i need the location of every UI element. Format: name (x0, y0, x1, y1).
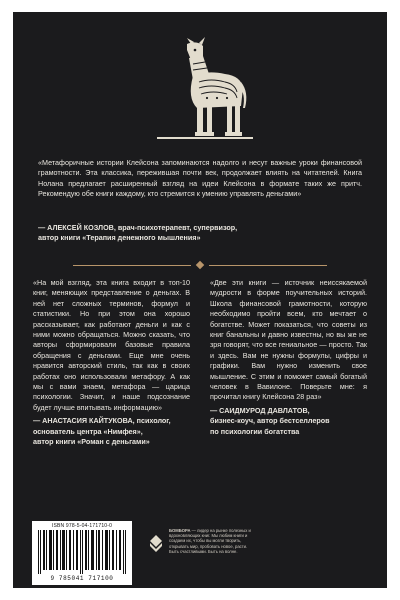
divider-left (73, 265, 191, 266)
right-quote-author-line3: по психологии богатства (210, 426, 300, 436)
top-quote-author-line1: — АЛЕКСЕЙ КОЗЛОВ, врач-психотерапевт, супервизор, (38, 223, 238, 232)
top-quote-author (38, 223, 362, 244)
divider-right (209, 265, 327, 266)
right-quote-author-line1: — САИДМУРОД ДАВЛАТОВ, (210, 405, 310, 415)
right-quote (210, 278, 367, 437)
publisher-description (169, 528, 255, 554)
publisher-tagline: — лидер на рынке полезных и вдохновляющих книг. Мы любим книги и создаем их, чтобы вы могли творить, открывать мир, пробовать новое, расти. Быть счастливыми. Быть на волне. (169, 528, 251, 554)
left-quote-author-line2: основатель центра «Нимфея», (33, 426, 143, 436)
right-quote-author-line2: бизнес-коуч, автор бестселлеров (210, 416, 330, 426)
left-quote-author-line3: автор книги «Роман с деньгами» (33, 437, 150, 447)
bombora-logo-icon (146, 534, 166, 554)
left-quote (33, 278, 190, 448)
barcode-digits: 9 785041 717100 (50, 575, 114, 582)
right-quote-author (210, 406, 367, 437)
babylonian-bull-illustration (147, 36, 253, 148)
left-quote-author (33, 416, 190, 447)
top-quote (38, 158, 362, 200)
isbn-number: ISBN 978-5-04-171710-0 (51, 523, 113, 529)
left-quote-author-line1: — АНАСТАСИЯ КАЙТУКОВА, психолог, (33, 416, 171, 426)
barcode-bars (36, 530, 128, 574)
top-quote-text: «Метафоричные истории Клейсона запоминаются надолго и несут важные уроки финансовой грамотности. Эта классика, пережившая почти век, продолжает влиять на читателей. Книга Нолана предлагает расширенный взгляд на идеи Клейсона в формате таких же притч. Рекомендую обе книги каждому, кто стремится к умению управлять деньгами» (38, 158, 362, 199)
left-quote-text: «На мой взгляд, эта книга входит в топ-10 книг, меняющих представление о деньгах. В ней нет сложных терминов, формул и статистики. Но при этом она хорошо рассказывает, как работают деньги и как с ними можно обращаться. Можно сказать, что авторы сформировали базовые правила обращения с деньгами. Еще мне очень нравится авторский стиль, так как в своих работах оно использовали метафору. А как мы с вами знаем, метафора — царица психологии. Значит, и наше подсознание будет лучше впитывать информацию» (33, 278, 190, 412)
top-quote-author-line2: автор книги «Терапия денежного мышления» (38, 233, 201, 243)
right-quote-text: «Две эти книги — источник неиссякаемой мудрости в форме поучительных историй. Школа финансовой грамотности, которую необходимо пройти всем, кто мечтает о богатстве. Может показаться, что советы из книг банальны и давно известны, но вы же не зря говорят, что все гениальное — просто. Так и здесь. Вам не нужны формулы, цифры и графики. Вам нужно изменить свое мышление. С этим и поможет самый богатый человек в Вавилоне. Поверьте мне: я прочитал книгу Клейсона 28 раз» (210, 278, 367, 402)
book-back-cover (13, 12, 387, 588)
barcode (32, 521, 132, 585)
divider-ornament (196, 261, 204, 269)
publisher-brand: БОМБОРА (169, 528, 191, 533)
